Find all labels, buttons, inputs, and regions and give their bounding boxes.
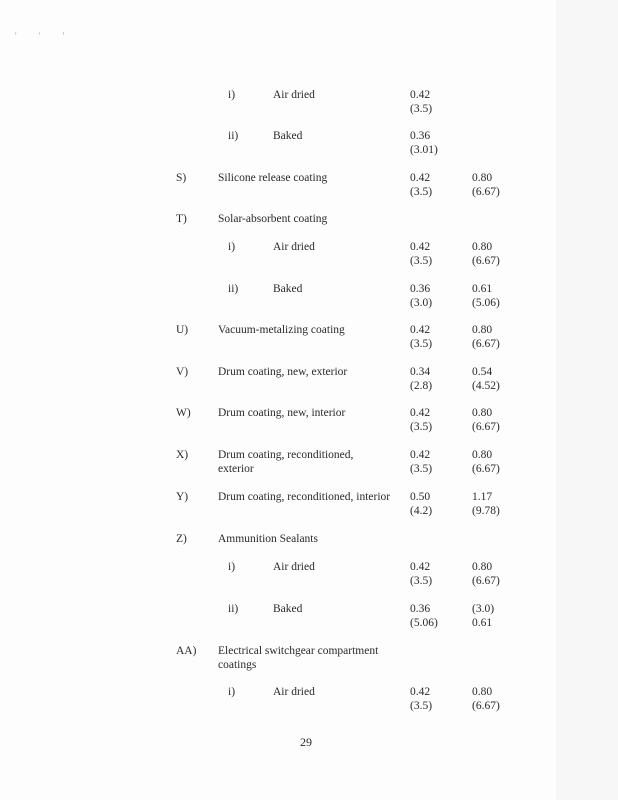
value-1-paren: (3.5) (410, 255, 433, 267)
value-1: 0.36 (410, 283, 431, 295)
row-label: Ammunition Sealants (218, 533, 318, 545)
row-label: Solar-absorbent coating (218, 213, 328, 225)
value-2: 0.80 (472, 324, 493, 336)
row-label: Silicone release coating (218, 172, 328, 184)
row-subitem: ii) (228, 130, 239, 142)
value-1-paren: (5.06) (410, 617, 438, 629)
value-2: 1.17 (472, 491, 493, 503)
value-1: 0.42 (410, 324, 431, 336)
value-2-paren: (6.67) (472, 338, 500, 350)
value-1: 0.42 (410, 89, 431, 101)
row-code: X) (176, 449, 189, 461)
value-1-paren: (2.8) (410, 380, 433, 392)
page-number: 29 (300, 735, 312, 749)
value-2: 0.80 (472, 241, 493, 253)
row-code: U) (176, 324, 189, 336)
value-2: 0.80 (472, 561, 493, 573)
value-2: 0.61 (472, 283, 493, 295)
scan-specks: ' ' ' (15, 31, 75, 41)
value-1-paren: (3.5) (410, 338, 433, 350)
value-2-paren: (6.67) (472, 255, 500, 267)
value-1: 0.42 (410, 407, 431, 419)
row-label-continued: exterior (218, 463, 254, 475)
value-2: 0.80 (472, 686, 493, 698)
value-1: 0.42 (410, 561, 431, 573)
row-label: Drum coating, reconditioned, interior (218, 491, 391, 503)
value-2: 0.80 (472, 172, 493, 184)
value-2-paren: (6.67) (472, 463, 500, 475)
value-2-paren: (9.78) (472, 505, 500, 517)
row-label: Air dried (273, 561, 315, 573)
row-code: V) (176, 366, 189, 378)
value-1: 0.42 (410, 241, 431, 253)
row-label: Drum coating, new, interior (218, 407, 346, 419)
scan-shadow (556, 0, 618, 800)
value-1: 0.50 (410, 491, 431, 503)
value-2: (3.0) (472, 603, 495, 615)
value-2: 0.80 (472, 407, 493, 419)
row-label: Baked (273, 603, 303, 615)
value-2-paren: (6.67) (472, 421, 500, 433)
row-subitem: ii) (228, 603, 239, 615)
value-1: 0.42 (410, 449, 431, 461)
value-1: 0.42 (410, 686, 431, 698)
value-2-paren: (4.52) (472, 380, 500, 392)
value-2-paren: (5.06) (472, 297, 500, 309)
row-label: Air dried (273, 241, 315, 253)
value-2-paren: 0.61 (472, 617, 493, 629)
row-subitem: i) (228, 561, 236, 573)
row-label: Vacuum-metalizing coating (218, 324, 345, 336)
value-1-paren: (3.5) (410, 103, 433, 115)
row-label: Drum coating, new, exterior (218, 366, 348, 378)
value-1: 0.36 (410, 603, 431, 615)
row-subitem: i) (228, 686, 236, 698)
row-label-continued: coatings (218, 659, 257, 671)
row-code: S) (176, 172, 187, 184)
value-2-paren: (6.67) (472, 186, 500, 198)
row-code: T) (176, 213, 187, 225)
value-1-paren: (3.5) (410, 463, 433, 475)
value-2: 0.54 (472, 366, 493, 378)
row-subitem: i) (228, 89, 236, 101)
row-label: Electrical switchgear compartment (218, 645, 379, 657)
row-subitem: ii) (228, 283, 239, 295)
row-label: Baked (273, 283, 303, 295)
value-1: 0.36 (410, 130, 431, 142)
value-1-paren: (3.5) (410, 421, 433, 433)
row-label: Air dried (273, 89, 315, 101)
value-2-paren: (6.67) (472, 700, 500, 712)
row-code: Z) (176, 533, 187, 545)
value-1-paren: (3.01) (410, 144, 438, 156)
row-code: AA) (176, 645, 197, 657)
value-2: 0.80 (472, 449, 493, 461)
row-code: Y) (176, 491, 189, 503)
value-1-paren: (3.5) (410, 575, 433, 587)
row-subitem: i) (228, 241, 236, 253)
row-label: Air dried (273, 686, 315, 698)
value-1: 0.34 (410, 366, 431, 378)
value-2-paren: (6.67) (472, 575, 500, 587)
row-label: Drum coating, reconditioned, (218, 449, 354, 461)
row-code: W) (176, 407, 191, 419)
value-1: 0.42 (410, 172, 431, 184)
row-label: Baked (273, 130, 303, 142)
value-1-paren: (4.2) (410, 505, 433, 517)
value-1-paren: (3.5) (410, 700, 433, 712)
value-1-paren: (3.0) (410, 297, 433, 309)
value-1-paren: (3.5) (410, 186, 433, 198)
